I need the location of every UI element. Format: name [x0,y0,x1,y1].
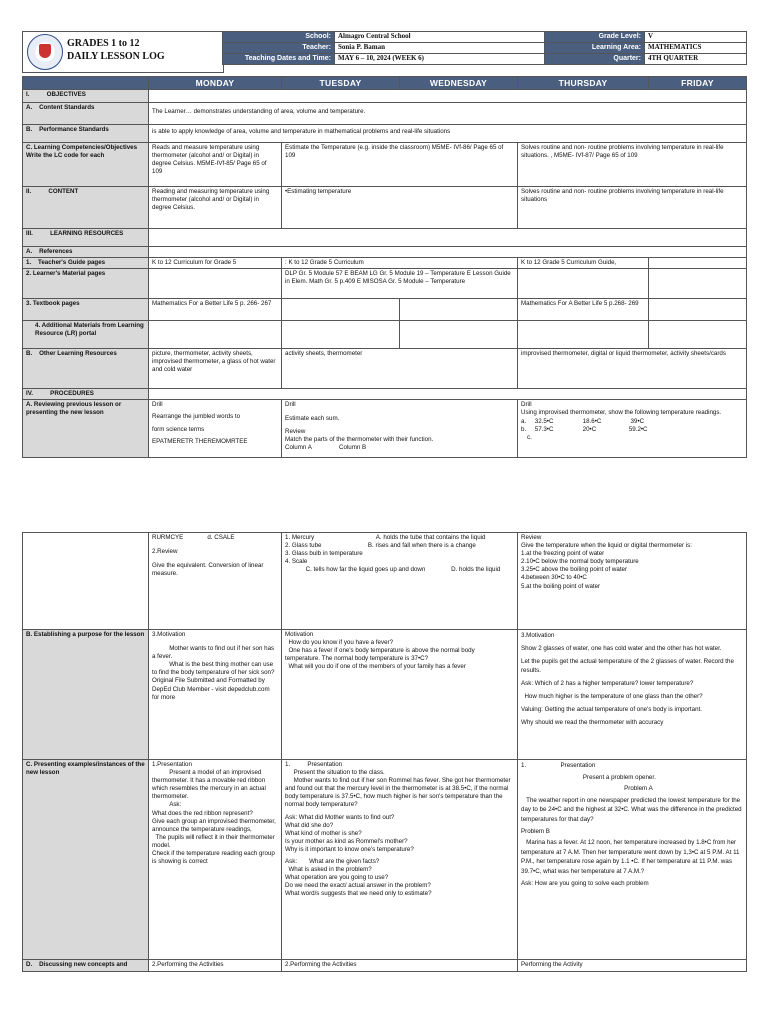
school-label: School: [223,32,335,43]
learning-resources-label: III. LEARNING RESOURCES [23,229,149,247]
additional-materials-label: 4. Additional Materials from Learning Resource (LR) portal [23,321,149,349]
discussing-thursday: Performing the Activity [518,960,747,972]
review-tuesday: Drill Estimate each sum. Review Match the parts of the thermometer with their function. Column A Column B [282,400,518,458]
review-thursday: Drill Using improvised thermometer, show the following temperature readings. a. 32.5•C 18.6•C 39•C b. 57.3•C 20•C 59.2•C c. [518,400,747,458]
review2-thursday: Review Give the temperature when the liquid or digital thermometer is: 1.at the freezing point of water 2.10•C below the normal body temperature 3.25•C above the boiling point of water 4.between 30•C to 40•C 5.at the boiling point of water [518,533,747,630]
lesson-table-page2 [22,532,746,972]
discussing-label: D. Discussing new concepts and [23,960,149,972]
procedures-heading: IV. PROCEDURES [23,389,149,400]
area-label: Learning Area: [545,43,645,54]
reviewing-label: A. Reviewing previous lesson or presenting the new lesson [23,400,149,458]
school-value: Almagro Central School [335,32,545,43]
purpose-tuesday: Motivation How do you know if you have a fever? One has a fever if one's body temperature is above the normal body temperature. The normal body temperature is 37•C? What will you do if one of the members of your family has a fever [282,630,518,760]
teacher-value: Sonia P. Baman [335,43,545,54]
grade-label: Grade Level: [545,32,645,43]
header-block [22,31,746,71]
competencies-monday: Reads and measure temperature using thermometer (alcohol and/ or Digital) in degree Celsius. M5ME-IVf-85/ Page 65 of 109 [149,143,282,187]
review-monday: Drill Rearrange the jumbled words to form science terms EPATMERETR THEREMOMRTEE [149,400,282,458]
olr-monday: picture, thermometer, activity sheets, improvised thermometer, a glass of hot water and cold water [149,349,282,389]
objectives-heading: I. OBJECTIVES [23,90,149,103]
performance-standards-label: B. Performance Standards [23,125,149,143]
area-value: MATHEMATICS [645,43,747,54]
discussing-monday: 2.Performing the Activities [149,960,282,972]
tg-tuesday: : K to 12 Grade 5 Curriculum [282,258,518,269]
tg-monday: K to 12 Curriculum for Grade 5 [149,258,282,269]
lesson-log-table-continued [22,532,747,972]
purpose-thursday: 3.Motivation Show 2 glasses of water, one has cold water and the other has hot water. Let the pupils get the actual temperature of the 2 glasses of water. Record the results. Ask: Which of 2 has a higher temperature? lower temperature? How much higher is the temperature of one glass than the other? Valuing: Getting the actual temperature of one's body is important. Why should we read the thermometer with accuracy [518,630,747,760]
purpose-monday: 3.Motivation Mother wants to find out if her son has a fever. What is the best thing mother can use to find the body temperature of her sick son? Original File Submitted and Formatted by DepEd Club Member - visit depedclub.com for more [149,630,282,760]
review2-tuesday: 1. Mercury A. holds the tube that contains the liquid 2. Glass tube B. rises and fall when there is a change 3. Glass bulb in temperature 4. Scale C. tells how far the liquid goes up and down D. holds the liquid [282,533,518,630]
performance-standards-text: is able to apply knowledge of area, volume and temperature in mathematical problems and real-life situations [149,125,747,143]
content-standards-label: A. Content Standards [23,103,149,125]
header-info-table [222,31,747,65]
content-label: II. CONTENT [23,187,149,229]
day-header-tuesday: TUESDAY [282,77,400,90]
lesson-log-table [22,76,747,458]
references-label: A. References [23,247,149,258]
review2-monday: RURMCYE d. CSALE 2.Review Give the equivalent. Conversion of linear measure. [149,533,282,630]
day-header-monday: MONDAY [149,77,282,90]
olr-thursday: improvised thermometer, digital or liquid thermometer, activity sheets/cards [518,349,747,389]
content-tuesday: •Estimating temperature [282,187,518,229]
title-line-1: GRADES 1 to 12 [67,38,140,49]
dates-label: Teaching Dates and Time: [223,54,335,65]
title-line-2: DAILY LESSON LOG [67,51,165,62]
presenting-label: C. Presenting examples/instances of the new lesson [23,760,149,960]
presenting-monday: 1.Presentation Present a model of an improvised thermometer. It has a movable red ribbon which resembles the mercury in an actual thermometer. Ask: What does the red ribbon represent? Give each group an improvised thermometer, announce the temperature readings, The pupils will reflect it in their thermometer model. Check if the temperature reading each group is showing is correct [149,760,282,960]
day-header-thursday: THURSDAY [518,77,649,90]
competencies-thursday: Solves routine and non- routine problems involving temperature in real-life situations. , M5ME- IVf-87/ Page 65 of 109 [518,143,747,187]
title-box [22,31,224,73]
quarter-value: 4TH QUARTER [645,54,747,65]
content-monday: Reading and measuring temperature using thermometer (alcohol and/ or Digital) in degree Celsius. [149,187,282,229]
quarter-label: Quarter: [545,54,645,65]
olr-tuesday: activity sheets, thermometer [282,349,518,389]
textbook-label: 3. Textbook pages [23,299,149,321]
content-thursday: Solves routine and non- routine problems involving temperature in real-life situations [518,187,747,229]
day-header-wednesday: WEDNESDAY [400,77,518,90]
grade-value: V [645,32,747,43]
day-header-friday: FRIDAY [649,77,747,90]
other-resources-label: B. Other Learning Resources [23,349,149,389]
tb-monday: Mathematics For a Better Life 5 p. 266- 267 [149,299,282,321]
doc-title [67,37,165,63]
presenting-tuesday: 1. Presentation Present the situation to the class. Mother wants to find out if her son Rommel has fever. She got her thermometer and found out that the mercury level in the thermometer is at 38.5•C, if the normal body temperature is 37.5•C, how much higher is her son's temperature than the normal body temperature? Ask: What did Mother wants to find out? What did she do? What kind of mother is she? Is your mother as kind as Rommel's mother? Why is it important to know one's temperature? Ask: What are the given facts? What is asked in the problem? What operation are you going to use? Do we need the exact/ actual answer in the problem? What word/s suggests that we need only to estimate? [282,760,518,960]
presenting-thursday: 1. Presentation Present a problem opener. Problem A The weather report in one newspaper predicted the lowest temperature for the day to be 24•C and the highest at 32•C. What was the difference in the predicted temperatures for that day? Problem B Marina has a fever. At 12 noon, her temperature increased by 1.8•C from her temperature at 7 A.M. Then her temperature went down by 1,3•C at 5 P.M. At 11 P.M., her temperature rose again by 1.1 •C. If her temperature at 11 P.M. was 39.7•C, what was her temperature at 7 A.M.? Ask: How are you going to solve each problem [518,760,747,960]
content-standards-text: The Learner… demonstrates understanding of area, volume and temperature. [149,103,747,125]
competencies-label: C. Learning Competencies/Objectives Write the LC code for each [23,143,149,187]
lm-tuesday: DLP Gr. 5 Module 57 E BEAM LG Gr. 5 Module 19 – Temperature E Lesson Guide in Elem. Math Gr. 5 p.409 E MISOSA Gr. 5 Module – Temperature [282,269,518,299]
dates-value: MAY 6 – 10, 2024 (WEEK 6) [335,54,545,65]
learners-material-label: 2. Learner's Material pages [23,269,149,299]
competencies-tuesday: Estimate the Temperature (e.g. inside the classroom) M5ME- IVf-86/ Page 65 of 109 [282,143,518,187]
teachers-guide-label: 1. Teacher's Guide pages [23,258,149,269]
purpose-label: B. Establishing a purpose for the lesson [23,630,149,760]
lesson-table-page1 [22,76,746,458]
discussing-tuesday: 2.Performing the Activities [282,960,518,972]
deped-seal-icon [27,34,63,70]
tb-thursday: Mathematics For A Better Life 5 p.268- 269 [518,299,649,321]
tg-thursday: K to 12 Grade 5 Curriculum Guide, [518,258,649,269]
teacher-label: Teacher: [223,43,335,54]
